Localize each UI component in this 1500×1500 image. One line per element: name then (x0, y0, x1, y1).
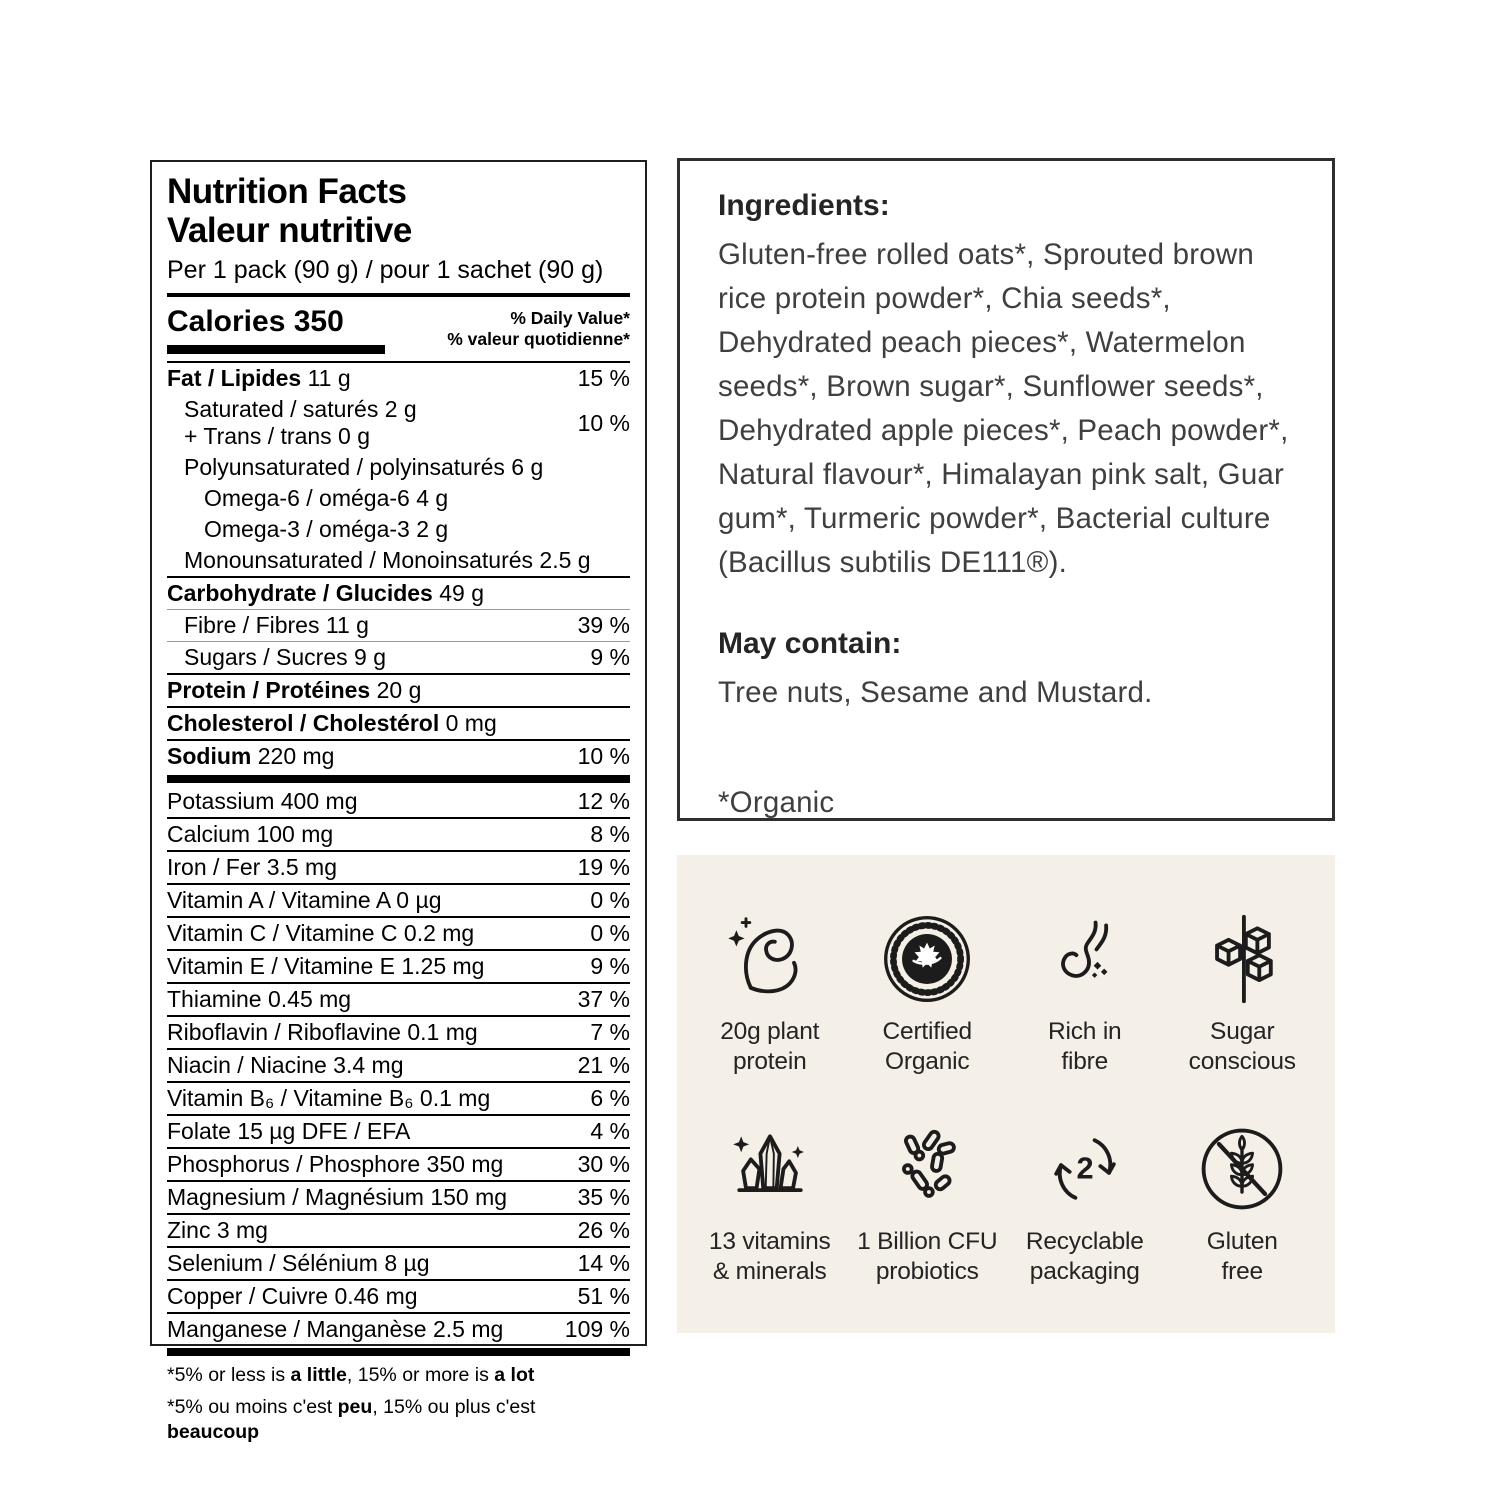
daily-value-percent: 9 % (590, 644, 630, 670)
nutrient-row (167, 1180, 630, 1213)
sugar-cubes-icon (1194, 911, 1290, 1007)
badge-label: 20g plant protein (720, 1018, 820, 1075)
nutrient-label: Copper / Cuivre 0.46 mg (167, 1283, 418, 1309)
nutrient-label: Niacin / Niacine 3.4 mg (167, 1052, 404, 1078)
thick-divider (167, 1348, 630, 1356)
nutrient-label: Monounsaturated / Monoinsaturés 2.5 g (184, 547, 591, 573)
nutrient-label: Fat / Lipides 11 g (167, 365, 351, 391)
organic-note: *Organic (718, 786, 835, 819)
feature-badge (1164, 911, 1322, 1077)
daily-value-percent: 30 % (577, 1151, 630, 1177)
daily-value-percent: 0 % (590, 920, 630, 946)
badges-panel (677, 855, 1335, 1333)
nutrient-row (167, 916, 630, 949)
daily-value-percent: 0 % (590, 887, 630, 913)
footnote-line: *5% or less is a little, 15% or more is a lot (167, 1364, 535, 1386)
badge-label: Gluten free (1206, 1228, 1278, 1285)
nutrient-label: Omega-6 / oméga-6 4 g (204, 485, 449, 511)
daily-value-percent: 6 % (590, 1085, 630, 1111)
nutrition-facts-panel (150, 160, 647, 1443)
feature-badge (1164, 1121, 1322, 1287)
nutrient-row (167, 883, 630, 916)
daily-value-percent: 8 % (590, 821, 630, 847)
nutrient-label: Saturated / saturés 2 g + Trans / trans 0 g (184, 396, 417, 449)
nutrient-label: Calcium 100 mg (167, 821, 334, 847)
may-contain-text: Tree nuts, Sesame and Mustard. (718, 676, 1153, 709)
nutrient-label: Vitamin C / Vitamine C 0.2 mg (167, 920, 475, 946)
nutrition-title-en: Nutrition Facts (167, 172, 407, 211)
daily-value-header-en: % Daily Value* (510, 308, 630, 328)
badge-label: Recyclable packaging (1025, 1228, 1144, 1285)
nutrient-row (167, 1246, 630, 1279)
nutrient-label: Manganese / Manganèse 2.5 mg (167, 1316, 504, 1342)
daily-value-percent: 10 % (577, 409, 630, 436)
nutrient-row (167, 1015, 630, 1048)
nutrient-label: Carbohydrate / Glucides 49 g (167, 580, 485, 606)
nutrient-row (167, 706, 630, 739)
nutrient-row (167, 641, 630, 673)
may-contain-heading: May contain: (718, 627, 902, 660)
certified-organic-seal-icon (879, 911, 975, 1007)
nutrient-label: Potassium 400 mg (167, 788, 358, 814)
nutrient-label: Selenium / Sélénium 8 µg (167, 1250, 430, 1276)
nutrient-row (167, 1048, 630, 1081)
daily-value-percent: 109 % (564, 1316, 630, 1342)
nutrient-row (167, 452, 630, 483)
nutrient-row (167, 949, 630, 982)
nutrient-label: Riboflavin / Riboflavine 0.1 mg (167, 1019, 478, 1045)
nutrient-label: Vitamin E / Vitamine E 1.25 mg (167, 953, 485, 979)
daily-value-percent: 4 % (590, 1118, 630, 1144)
badge-label: Rich in fibre (1048, 1018, 1122, 1075)
nutrient-row (167, 817, 630, 850)
nutrient-label: Zinc 3 mg (167, 1217, 268, 1243)
daily-value-percent: 7 % (590, 1019, 630, 1045)
stomach-icon (1037, 911, 1133, 1007)
crystals-icon (722, 1121, 818, 1217)
daily-value-footnotes (167, 1363, 630, 1445)
nutrient-row (167, 850, 630, 883)
daily-value-percent: 26 % (577, 1217, 630, 1243)
daily-value-percent: 37 % (577, 986, 630, 1012)
nutrient-row (167, 982, 630, 1015)
nutrient-label: Iron / Fer 3.5 mg (167, 854, 338, 880)
daily-value-percent: 15 % (577, 365, 630, 391)
feature-badge (1006, 1121, 1164, 1287)
calories-value: Calories 350 (167, 306, 385, 354)
feature-badge (849, 1121, 1007, 1287)
recycle-icon (1037, 1121, 1133, 1217)
daily-value-percent: 14 % (577, 1250, 630, 1276)
badge-label: Certified Organic (882, 1018, 972, 1075)
nutrient-row (167, 361, 630, 394)
nutrient-row (167, 576, 630, 609)
ingredients-panel (677, 158, 1335, 821)
feature-badge (691, 911, 849, 1077)
nutrient-row (167, 1147, 630, 1180)
svg-text:2: 2 (1076, 1150, 1094, 1186)
ingredients-heading: Ingredients: (718, 189, 890, 222)
nutrient-row (167, 1213, 630, 1246)
daily-value-percent: 10 % (577, 743, 630, 769)
nutrient-label: Thiamine 0.45 mg (167, 986, 352, 1012)
daily-value-percent: 39 % (577, 612, 630, 638)
thick-divider (167, 775, 630, 783)
nutrient-row (167, 609, 630, 641)
nutrient-row (167, 483, 630, 514)
badge-label: 13 vitamins & minerals (708, 1228, 831, 1285)
nutrient-label: Vitamin A / Vitamine A 0 µg (167, 887, 442, 913)
daily-value-percent: 12 % (577, 788, 630, 814)
nutrient-row (167, 1081, 630, 1114)
daily-value-percent: 9 % (590, 953, 630, 979)
daily-value-percent: 35 % (577, 1184, 630, 1210)
nutrient-label: Cholesterol / Cholestérol 0 mg (167, 710, 497, 736)
nutrient-label: Fibre / Fibres 11 g (184, 612, 369, 638)
daily-value-percent: 21 % (577, 1052, 630, 1078)
nutrient-label: Omega-3 / oméga-3 2 g (204, 516, 449, 542)
calories-row (167, 297, 630, 354)
nutrient-label: Folate 15 µg DFE / EFA (167, 1118, 411, 1144)
probiotics-icon (879, 1121, 975, 1217)
nutrient-row (167, 786, 630, 817)
nutrient-label: Sugars / Sucres 9 g (184, 644, 386, 670)
nutrient-row (167, 545, 630, 576)
nutrient-row (167, 1114, 630, 1147)
daily-value-percent: 51 % (577, 1283, 630, 1309)
serving-size: Per 1 pack (90 g) / pour 1 sachet (90 g) (167, 256, 604, 284)
nutrient-row (167, 673, 630, 706)
nutrition-title-fr: Valeur nutritive (167, 211, 412, 250)
nutrient-label: Phosphorus / Phosphore 350 mg (167, 1151, 504, 1177)
badge-label: Sugar conscious (1188, 1018, 1296, 1075)
nutrient-label: Polyunsaturated / polyinsaturés 6 g (184, 454, 544, 480)
nutrient-label: Magnesium / Magnésium 150 mg (167, 1184, 508, 1210)
nutrient-row (167, 394, 630, 452)
nutrient-label: Sodium 220 mg (167, 743, 335, 769)
feature-badge (849, 911, 1007, 1077)
ingredients-text: Gluten-free rolled oats*, Sprouted brown rice protein powder*, Chia seeds*, Dehydrated peach pieces*, Watermelon seeds*, Brown sugar*, Sunflower seeds*, Dehydrated apple pieces*, Peach powder*, Natural flavour*, Himalayan pink salt, Guar gum*, Turmeric powder*, Bacterial culture (Bacillus subtilis DE111®). (718, 238, 1289, 579)
feature-badge (1006, 911, 1164, 1077)
feature-badge (691, 1121, 849, 1287)
nutrient-row (167, 514, 630, 545)
nutrient-row (167, 1279, 630, 1312)
footnote-line: *5% ou moins c'est peu, 15% ou plus c'est beaucoup (167, 1396, 536, 1443)
muscle-arm-icon (722, 911, 818, 1007)
nutrient-rows (167, 361, 630, 1356)
badge-label: 1 Billion CFU probiotics (857, 1228, 998, 1285)
nutrient-label: Protein / Protéines 20 g (167, 677, 422, 703)
daily-value-percent: 19 % (577, 854, 630, 880)
nutrient-row (167, 739, 630, 772)
daily-value-header-fr: % valeur quotidienne* (447, 329, 630, 349)
gluten-free-icon (1194, 1121, 1290, 1217)
nutrient-label: Vitamin B₆ / Vitamine B₆ 0.1 mg (167, 1085, 491, 1111)
daily-value-header (447, 306, 630, 350)
nutrient-row (167, 1312, 630, 1345)
